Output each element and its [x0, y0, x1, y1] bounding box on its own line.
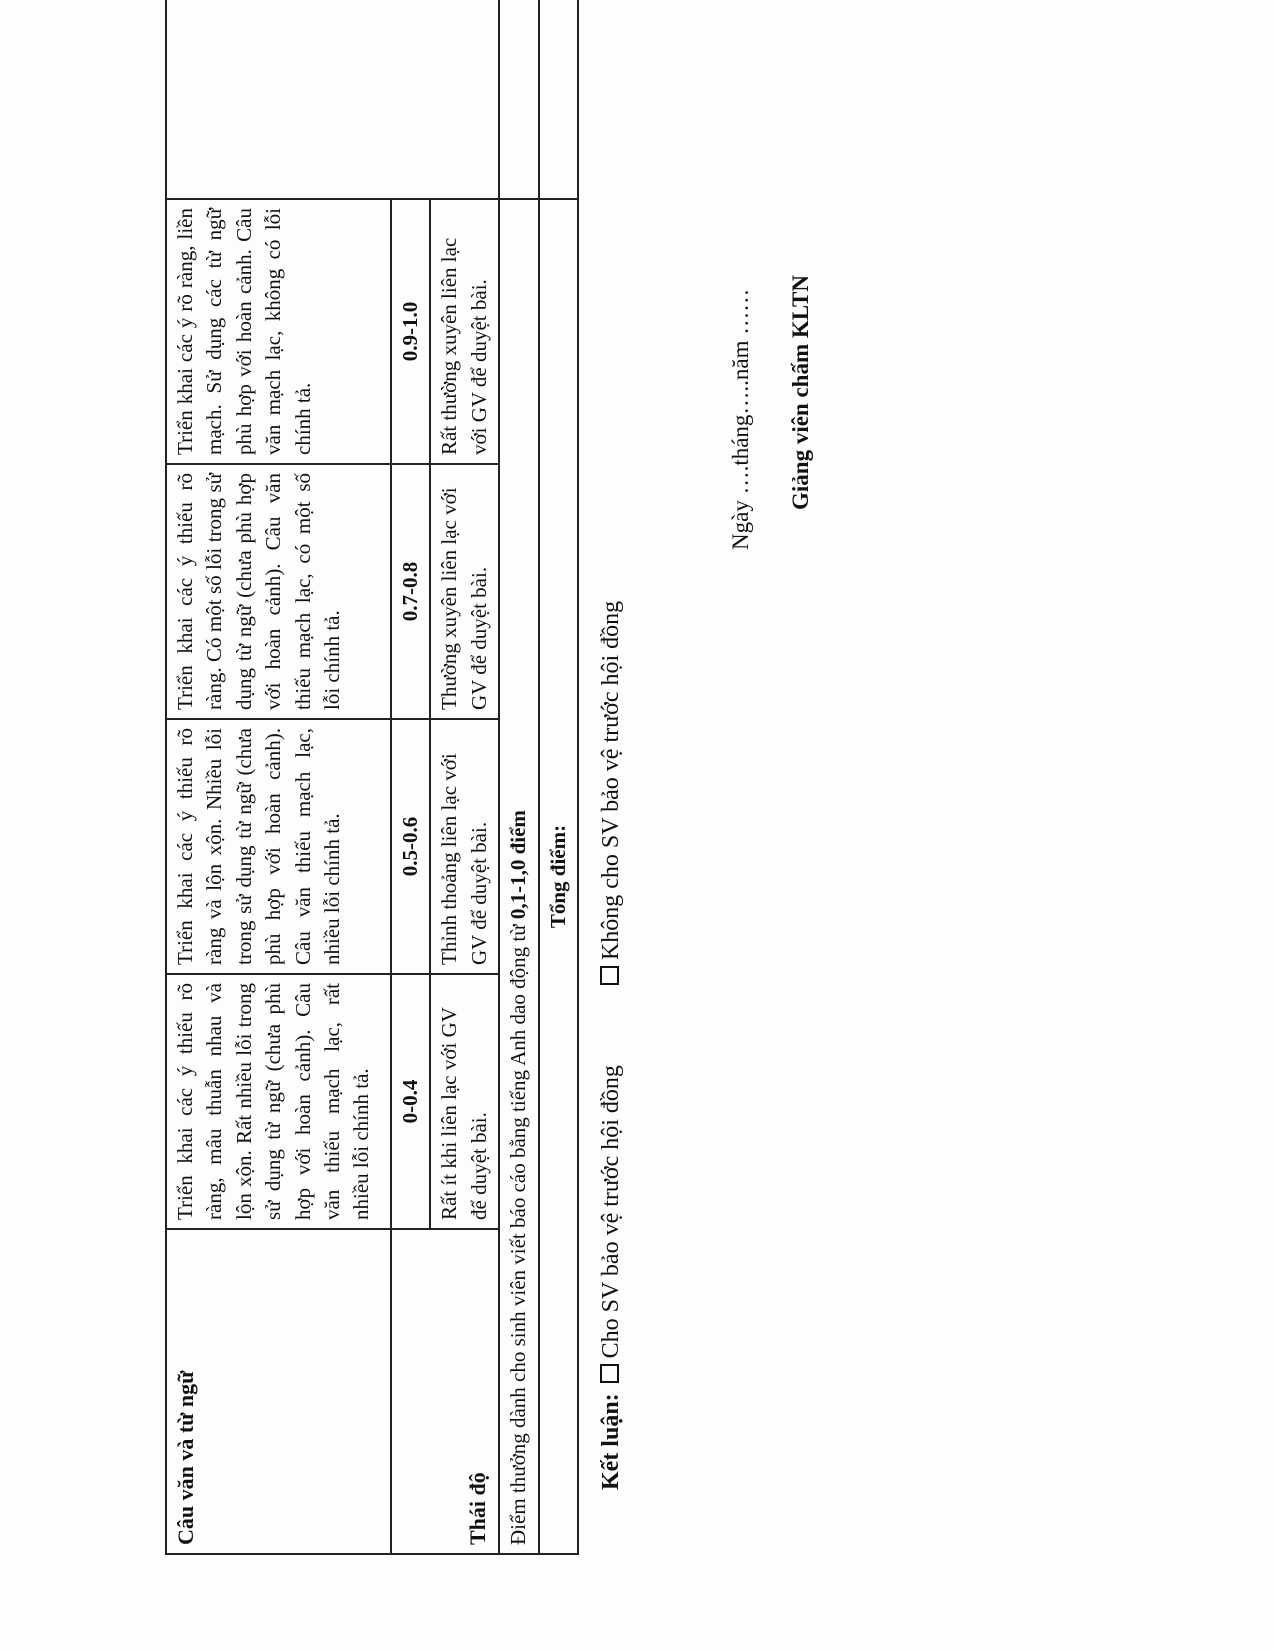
table-row-sentence [166, 0, 391, 1554]
attitude-score-4: 0.9-1.0 [391, 199, 430, 464]
allow-option-label: Cho SV bảo vệ trước hội đồng [598, 1065, 624, 1359]
attitude-score-2: 0.5-0.6 [391, 719, 430, 974]
attitude-score-1: 0-0.4 [391, 974, 430, 1229]
total-label: Tổng điểm: [539, 199, 578, 1554]
attitude-score-3: 0.7-0.8 [391, 464, 430, 719]
signer-title: Giảng viên chấm KLTN [788, 275, 813, 510]
allow-checkbox[interactable] [600, 1364, 619, 1383]
bonus-note-text: Điểm thưởng dành cho sinh viên viết báo cáo bằng tiếng Anh dao động từ [506, 919, 531, 1545]
sentence-level-4: Triển khai các ý rõ ràng, liền mạch. Sử dụng các từ ngữ phù hợp với hoàn cảnh. Câu văn mạch lạc, không có lỗi chính tả. [166, 199, 391, 464]
bonus-note [499, 199, 538, 1554]
attitude-level-2: Thỉnh thoảng liên lạc với GV để duyệt bài. [430, 719, 499, 974]
bonus-range: 0,1-1,0 điểm [506, 810, 531, 920]
criterion-sentence: Câu văn và từ ngữ [166, 1229, 391, 1554]
deny-checkbox[interactable] [600, 966, 619, 985]
sentence-level-3: Triển khai các ý thiếu rõ ràng. Có một số lỗi trong sử dụng từ ngữ (chưa phù hợp với hoàn cảnh). Câu văn thiếu mạch lạc, có một số lỗi chính tả. [166, 464, 391, 719]
attitude-level-3: Thường xuyên liên lạc với GV để duyệt bài. [430, 464, 499, 719]
criterion-attitude: Thái độ [391, 1229, 499, 1554]
table-row-attitude-scores [391, 0, 430, 1554]
deny-option-label: Không cho SV bảo vệ trước hội đồng [598, 600, 624, 961]
score-column-cell [166, 0, 499, 199]
attitude-level-1: Rất ít khi liên lạc với GV để duyệt bài. [430, 974, 499, 1229]
attitude-level-4: Rất thường xuyên liên lạc với GV để duyệt bài. [430, 199, 499, 464]
table-row-bonus [499, 0, 538, 1554]
rubric-table [165, 0, 579, 1555]
conclusion-label: Kết luận: [598, 1393, 624, 1490]
table-row-total [539, 0, 578, 1554]
bonus-score-cell [499, 0, 538, 199]
date-line: Ngày ….tháng…..năm …… [728, 288, 753, 550]
total-score-cell [539, 0, 578, 199]
conclusion-line [598, 601, 625, 1490]
sentence-level-1: Triển khai các ý thiếu rõ ràng, mâu thuẫn nhau và lộn xộn. Rất nhiều lỗi trong sử dụng từ ngữ (chưa phù hợp với hoàn cảnh). Câu văn thiếu mạch lạc, rất nhiều lỗi chính tả. [166, 974, 391, 1229]
sentence-level-2: Triển khai các ý thiếu rõ ràng và lộn xộn. Nhiều lỗi trong sử dụng từ ngữ (chưa phù hợp với hoàn cảnh). Câu văn thiếu mạch lạc, nhiều lỗi chính tả. [166, 719, 391, 974]
